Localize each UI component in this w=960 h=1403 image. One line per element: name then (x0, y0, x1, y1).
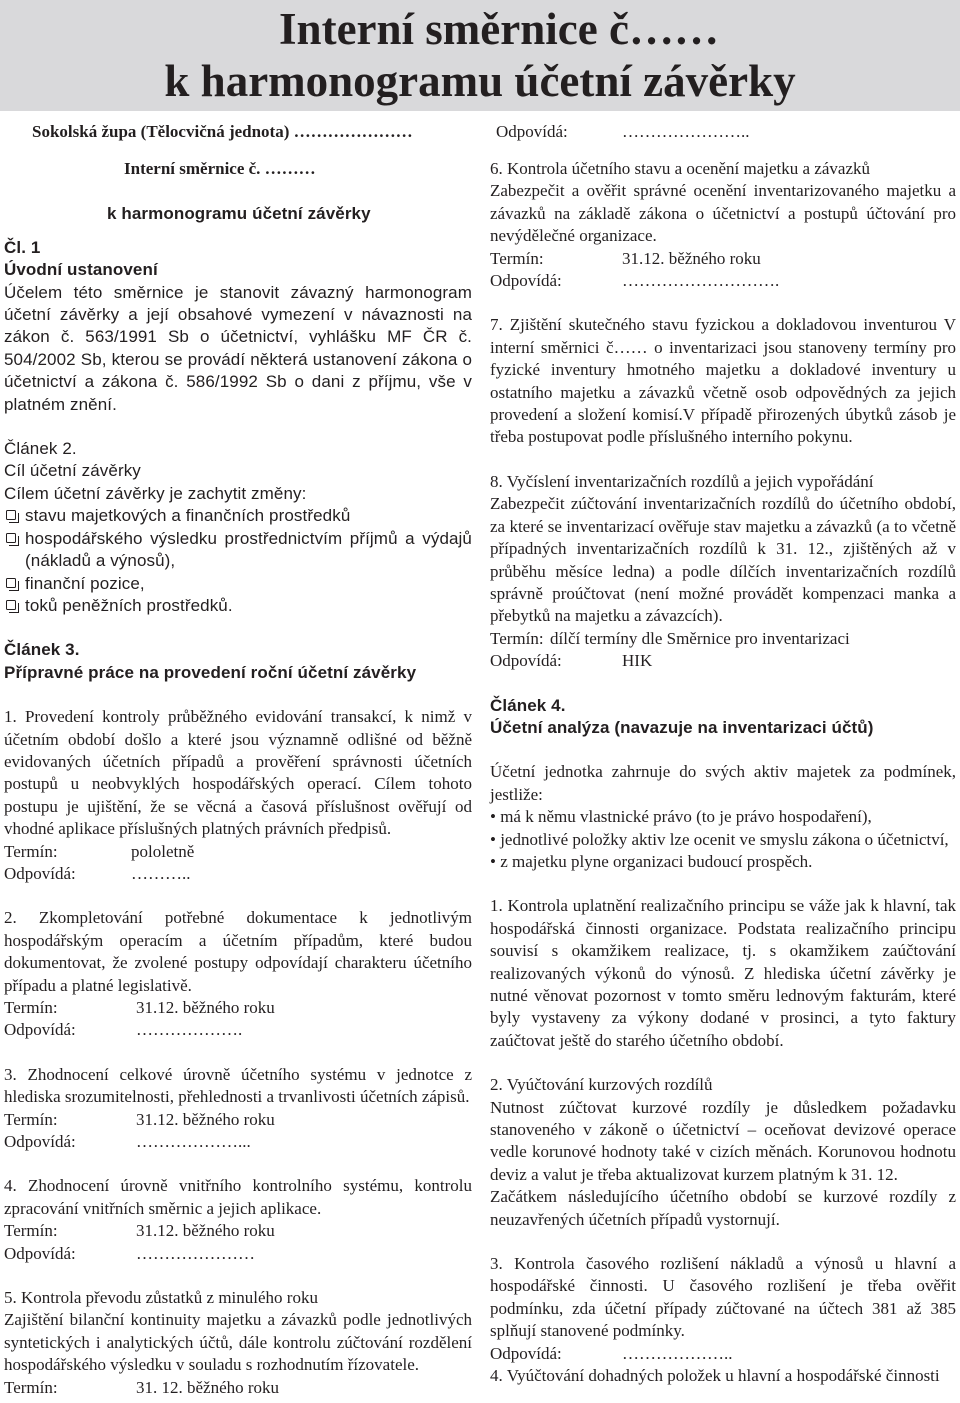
checkbox-icon (6, 510, 16, 520)
goal-item: finanční pozice, (4, 573, 472, 595)
organization-line: Sokolská župa (Tělocvičná jednota) ………………… (32, 122, 413, 141)
task2-term: Termín: 31.12. běžného roku (4, 998, 275, 1017)
task7-text: 7. Zjištění skutečného stavu fyzickou a dokladovou inventurou V interní směrnici č…… o inventarizaci jsou stanoveny termíny pro fyzické inventury hmotného majetku a dokladové inventury u ostatního majetku a závazků včetně osob odpovědných za jejich provedení a složení komisí.V případě přirozených úbytků zásob je třeba postupovat podle příslušného interního pokynu. (490, 315, 956, 447)
chapter1-text: Účelem této směrnice je stanovit závazný harmonogram účetní závěrky a její obsahové vymezení v návaznosti na zákon č. 563/1991 Sb o účetnictví, vyhlášku MF ČR č. 504/2002 Sb, kterou se provádí některá ustanovení zákona o účetnictví a zákona č. 586/1992 Sb o dani z příjmu, vše v platném znění. (4, 282, 472, 414)
analysis2-text1: Nutnost zúčtovat kurzové rozdíly je důsledkem požadavku stanoveného v zákoně o účetnictví – oceňovat devizové operace vedle korunové hodnoty také v cizích měnách. Korunovou hodnotu deviz a valut je třeba aktualizovat kurzem platným k 31. 12. (490, 1097, 956, 1184)
task8-title: 8. Vyčíslení inventarizačních rozdílů a jejich vypořádání (490, 471, 874, 491)
task6-title: 6. Kontrola účetního stavu a ocenění majetku a závazků (490, 159, 870, 178)
chapter3-title: Přípravné práce na provedení roční účetní závěrky (4, 662, 417, 682)
chapter2-title: Cíl účetní závěrky (4, 461, 141, 481)
task8-text: Zabezpečit zúčtování inventarizačních rozdílů do účetního období, za které se inventarizací ověřuje stav majetku a závazků (a to včetně případných inventarizačních rozdílů k 31. 12., zjištěných až v průběhu měsíce ledna) a podle dílčích inventarizačních rozdílů správně proúčtovat (není možné provádět kompenzaci manka a přebytků na majetku a závazcích). (490, 494, 956, 626)
right-column (490, 158, 956, 1388)
task5-term: Termín: 31. 12. běžného roku (4, 1377, 280, 1397)
task3-term: Termín: 31.12. běžného roku (4, 1109, 275, 1129)
task1-text: 1. Provedení kontroly průběžného evidování transakcí, k nimž v účetním období došlo a které jsou významně odlišné od běžně evidovaných účetních případů a prověření správnosti účetních postupů u neobvyklých hospodářských operací. Cílem tohoto postupu je ujištění, že se věcná a časová příslušnost ověřují od vhodné aplikace příslušných platných právních předpisů. (4, 707, 472, 839)
task2-responsible: Odpovídá: ………………. (4, 1020, 243, 1040)
banner-title-line1: Interní směrnice č…… (279, 4, 719, 54)
header-responsible-label: Odpovídá: (496, 122, 568, 141)
asset-condition-item: • má k němu vlastnické právo (to je právo hospodaření), (490, 807, 872, 827)
task5-title: 5. Kontrola převodu zůstatků z minulého roku (4, 1288, 318, 1308)
chapter2-number: Článek 2. (4, 439, 77, 459)
left-column (4, 158, 472, 1399)
banner-title-line2: k harmonogramu účetní závěrky (164, 56, 796, 106)
task8-term: Termín: dílčí termíny dle Směrnice pro inventarizaci (490, 628, 850, 648)
header-responsible-value: ………………….. (622, 122, 750, 141)
chapter4-number: Článek 4. (490, 695, 566, 715)
asset-condition-item: • z majetku plyne organizaci budoucí prospěch. (490, 851, 813, 871)
goal-item: stavu majetkových a finančních prostředků (4, 505, 472, 527)
task5-text: Zajištění bilanční kontinuity majetku a závazků podle jednotlivých syntetických i analytických účtů, dále kontrolu zúčtování rozdělení hospodářského výsledku v souladu s rozhodnutím řízovatele. (4, 1310, 472, 1375)
task3-responsible: Odpovídá: ………………... (4, 1132, 251, 1152)
analysis3-responsible: Odpovídá: ……………….. (490, 1343, 733, 1363)
chapter4-title: Účetní analýza (navazuje na inventarizaci účtů) (490, 717, 874, 737)
analysis2-title: 2. Vyúčtování kurzových rozdílů (490, 1075, 713, 1095)
checkbox-icon (6, 533, 16, 543)
analysis2-text2: Začátkem následujícího účetního období se kurzové rozdíly z neuzavřených účetních případů vystornují. (490, 1187, 956, 1229)
chapter1-number: Čl. 1 (4, 237, 41, 257)
task6-responsible: Odpovídá: ………………………. (490, 271, 780, 291)
task6-text: Zabezpečit a ověřit správné ocenění inventarizovaného majetku a závazků na základě zákona o účetnictví a postupů účtování pro nevýdělečné organizace. (490, 181, 956, 246)
analysis4-text: 4. Vyúčtování dohadných položek u hlavní a hospodářské činnosti (490, 1366, 940, 1386)
chapter4-intro: Účetní jednotka zahrnuje do svých aktiv majetek za podmínek, jestliže: (490, 762, 956, 804)
task1-responsible: Odpovídá: ……….. (4, 863, 191, 883)
chapter3-number: Článek 3. (4, 640, 80, 660)
chapter1-title: Úvodní ustanovení (4, 260, 158, 280)
title-banner (0, 0, 960, 111)
checkbox-icon (6, 578, 16, 588)
task6-term: Termín: 31.12. běžného roku (490, 248, 761, 268)
analysis3-text: 3. Kontrola časového rozlišení nákladů a výnosů u hlavní a hospodářské činnosti. U časového rozlišení je třeba ověřit podmínku, zda účetní případy zúčtované na účtech 381 až 385 splňují stanovené podmínky. (490, 1254, 956, 1341)
asset-condition-item: • jednotlivé položky aktiv lze ocenit ve smyslu zákona o účetnictví, (490, 829, 949, 849)
analysis1-text: 1. Kontrola uplatnění realizačního principu se váže jak k hlavní, tak hospodářská činnosti organizace. Podstata realizačního principu souvisí s okamžikem realizace, tj. s okamžikem zaúčtování realizovaných výkonů do výnosů. Z hlediska účetní závěrky je nutné věnovat pozornost v tomto směru lednovým fakturám, které byly vystaveny za výkony dodané v prosinci, a tyto faktury zaúčtovat ještě do starého účetního období. (490, 896, 956, 1050)
task3-text: 3. Zhodnocení celkové úrovně účetního systému v jednotce z hlediska srozumitelnosti, přehlednosti a trvanlivosti účetních zápisů. (4, 1064, 472, 1107)
task1-term: Termín: pololetně (4, 841, 195, 861)
doc-title-line2: k harmonogramu účetní závěrky (107, 204, 371, 224)
checkbox-icon (6, 600, 16, 610)
goal-item: hospodářského výsledku prostřednictvím příjmů a výdajů (nákladů a výnosů), (4, 528, 472, 573)
task4-text: 4. Zhodnocení úrovně vnitřního kontrolního systému, kontrolu zpracování vnitřních směrnic a jejich aplikace. (4, 1176, 472, 1218)
task2-text: 2. Zkompletování potřebné dokumentace k jednotlivým hospodářským operacím a účetním případům, které budou dokumentovat, že zvolené postupy odpovídají charakteru účetního případu a platné legislativě. (4, 908, 472, 995)
task4-term: Termín: 31.12. běžného roku (4, 1221, 275, 1241)
doc-title-line1: Interní směrnice č. ……… (124, 159, 316, 178)
chapter2-intro: Cílem účetní závěrky je zachytit změny: (4, 483, 307, 503)
task8-responsible: Odpovídá: HIK (490, 651, 653, 671)
task4-responsible: Odpovídá: ………………… (4, 1243, 255, 1263)
goal-item: toků peněžních prostředků. (4, 595, 472, 617)
